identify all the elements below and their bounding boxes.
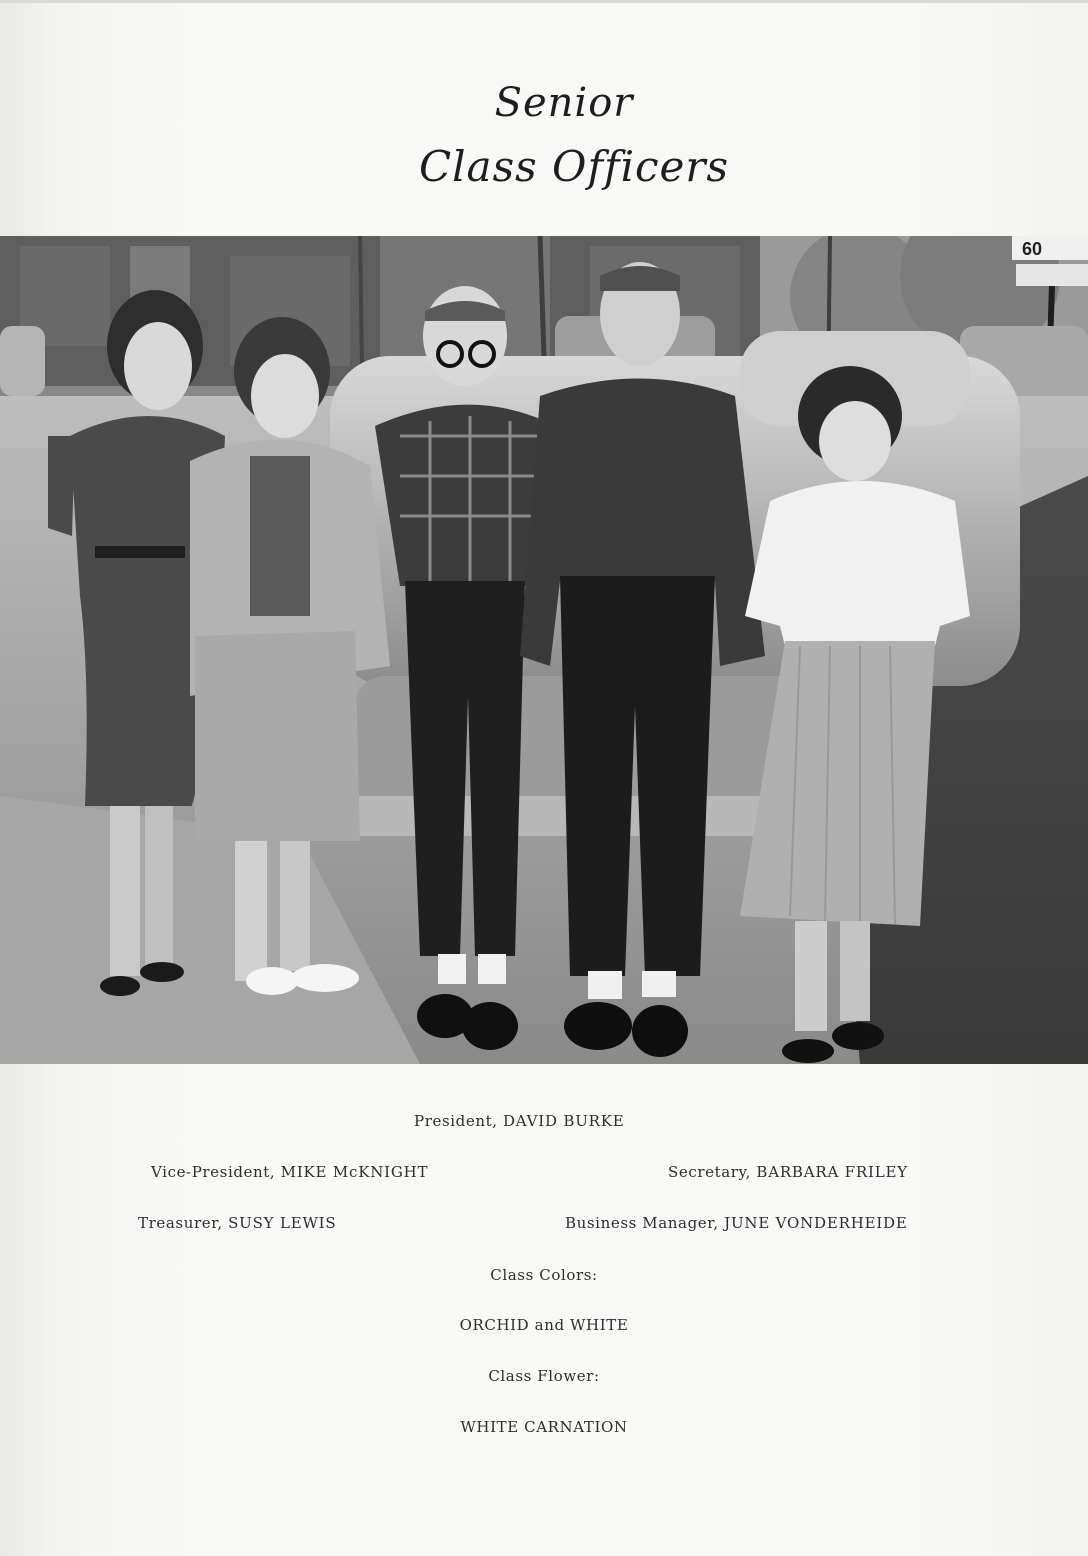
president-line bbox=[414, 1112, 625, 1130]
class-colors-value: ORCHID and WHITE bbox=[459, 1316, 629, 1334]
class-flower-label: Class Flower: bbox=[488, 1367, 600, 1385]
secretary-name: BARBARA FRILEY bbox=[756, 1163, 908, 1181]
secretary-title: Secretary, bbox=[668, 1163, 751, 1181]
class-colors-label: Class Colors: bbox=[490, 1266, 598, 1284]
page-top-edge bbox=[0, 0, 1088, 3]
business-manager-line bbox=[565, 1214, 908, 1232]
treasurer-title: Treasurer, bbox=[138, 1214, 223, 1232]
page-title-line2: Class Officers bbox=[418, 142, 730, 191]
vice-president-line bbox=[151, 1163, 428, 1181]
business-manager-title: Business Manager, bbox=[565, 1214, 719, 1232]
treasurer-line bbox=[138, 1214, 336, 1232]
secretary-line bbox=[668, 1163, 908, 1181]
class-flower-value: WHITE CARNATION bbox=[460, 1418, 628, 1436]
president-name: DAVID BURKE bbox=[502, 1112, 625, 1130]
vice-president-title: Vice-President, bbox=[151, 1163, 276, 1181]
group-photo bbox=[0, 236, 1088, 1064]
treasurer-name: SUSY LEWIS bbox=[228, 1214, 337, 1232]
vice-president-name: MIKE McKNIGHT bbox=[280, 1163, 429, 1181]
business-manager-name: JUNE VONDERHEIDE bbox=[724, 1214, 908, 1232]
parked-car bbox=[0, 326, 45, 396]
page-title-line1: Senior bbox=[494, 80, 634, 126]
president-title: President, bbox=[414, 1112, 498, 1130]
road-sign-number: 60 bbox=[1022, 239, 1043, 259]
